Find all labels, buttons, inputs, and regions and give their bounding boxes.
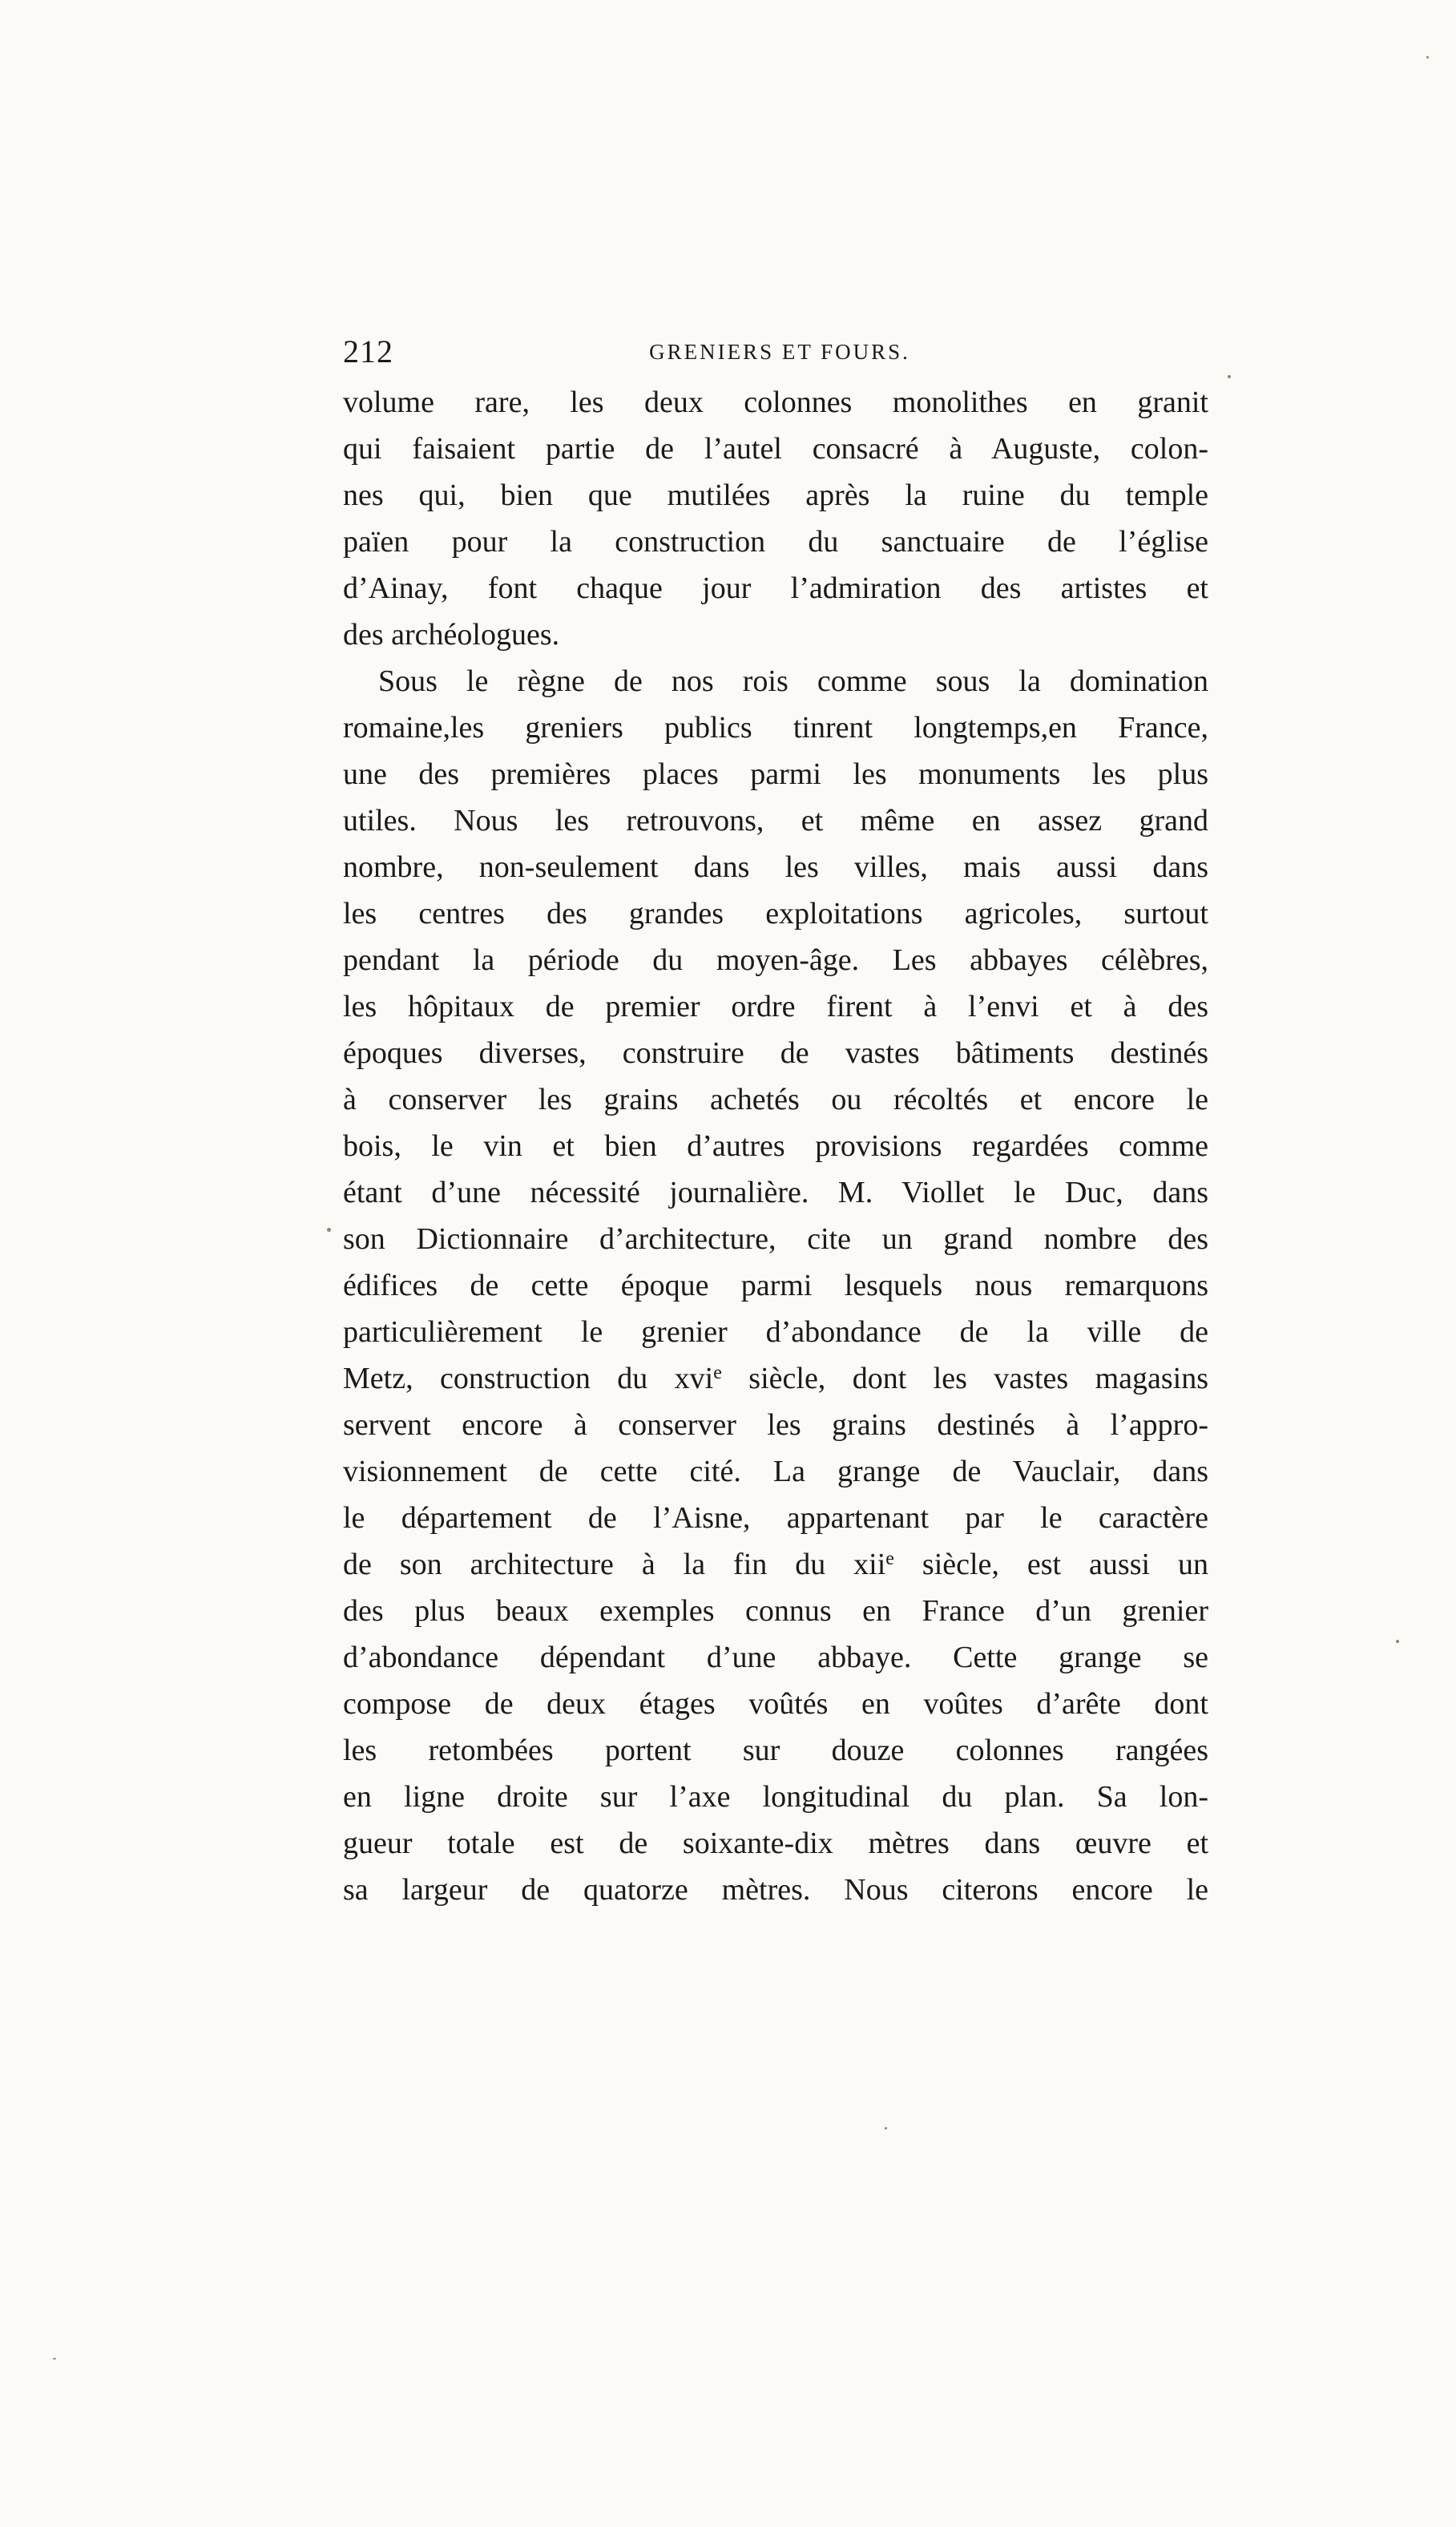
text-line: édifices de cette époque parmi lesquels nous remarquons [343, 1269, 1208, 1302]
text-line: visionnement de cette cité. La grange de Vauclair, dans [343, 1455, 1208, 1488]
text-line [343, 1355, 1208, 1402]
text-line: des plus beaux exemples connus en France d’un grenier [343, 1594, 1208, 1628]
text-line: volume rare, les deux colonnes monolithes en granit [343, 386, 1208, 419]
running-head [343, 327, 1216, 377]
paper-speck [1228, 375, 1231, 378]
text-line: d’abondance dépendant d’une abbaye. Cette grange se [343, 1641, 1208, 1674]
text-line: nombre, non-seulement dans les villes, mais aussi dans [343, 850, 1208, 884]
text-line: à conserver les grains achetés ou récoltés et encore le [343, 1083, 1208, 1116]
paper-speck [1426, 56, 1429, 59]
text-line: païen pour la construction du sanctuaire de l’église [343, 525, 1208, 559]
text-line: époques diverses, construire de vastes bâtiments destinés [343, 1036, 1208, 1070]
text-line: en ligne droite sur l’axe longitudinal du plan. Sa lon- [343, 1780, 1208, 1814]
text-line: Sous le règne de nos rois comme sous la domination [378, 664, 1208, 698]
text-line: des archéologues. [343, 618, 560, 652]
text-segment: siècle, dont les vastes magasins [721, 1362, 1209, 1395]
text-line: servent encore à conserver les grains destinés à l’appro- [343, 1408, 1208, 1442]
page-number: 212 [343, 333, 393, 369]
running-title: GRENIERS ET FOURS. [649, 340, 910, 364]
text-segment: de son architecture à la fin du xii [343, 1548, 886, 1581]
body-text [343, 379, 1208, 1913]
text-line: utiles. Nous les retrouvons, et même en assez grand [343, 804, 1208, 838]
text-line: pendant la période du moyen-âge. Les abbayes célèbres, [343, 943, 1208, 977]
text-segment: siècle, est aussi un [893, 1548, 1208, 1581]
paper-speck [327, 1228, 331, 1232]
text-segment: Metz, construction du xvi [343, 1362, 714, 1395]
text-line: les retombées portent sur douze colonnes rangées [343, 1734, 1208, 1767]
text-line: une des premières places parmi les monuments les plus [343, 757, 1208, 791]
text-line: gueur totale est de soixante-dix mètres dans œuvre et [343, 1827, 1208, 1860]
text-line: bois, le vin et bien d’autres provisions regardées comme [343, 1129, 1208, 1163]
text-line: compose de deux étages voûtés en voûtes d’arête dont [343, 1687, 1208, 1721]
text-line: d’Ainay, font chaque jour l’admiration des artistes et [343, 571, 1208, 605]
text-line: romaine,les greniers publics tinrent longtemps,en France, [343, 711, 1208, 745]
text-line: qui faisaient partie de l’autel consacré à Auguste, colon- [343, 432, 1208, 466]
superscript: e [885, 1548, 894, 1569]
paragraph [343, 658, 1208, 1913]
text-line: particulièrement le grenier d’abondance de la ville de [343, 1315, 1208, 1349]
text-line: sa largeur de quatorze mètres. Nous citerons encore le [343, 1873, 1208, 1907]
paper-speck [885, 2127, 887, 2129]
text-line: nes qui, bien que mutilées après la ruine du temple [343, 478, 1208, 512]
text-line: le département de l’Aisne, appartenant par le caractère [343, 1501, 1208, 1535]
text-line: les hôpitaux de premier ordre firent à l’envi et à des [343, 990, 1208, 1023]
text-line: étant d’une nécessité journalière. M. Viollet le Duc, dans [343, 1176, 1208, 1209]
text-line [343, 1541, 1208, 1588]
paper-speck [53, 2358, 56, 2359]
paper-speck [1396, 1640, 1399, 1643]
superscript: e [713, 1362, 722, 1383]
text-line: les centres des grandes exploitations agricoles, surtout [343, 897, 1208, 930]
text-line: son Dictionnaire d’architecture, cite un grand nombre des [343, 1222, 1208, 1256]
paragraph [343, 379, 1208, 658]
